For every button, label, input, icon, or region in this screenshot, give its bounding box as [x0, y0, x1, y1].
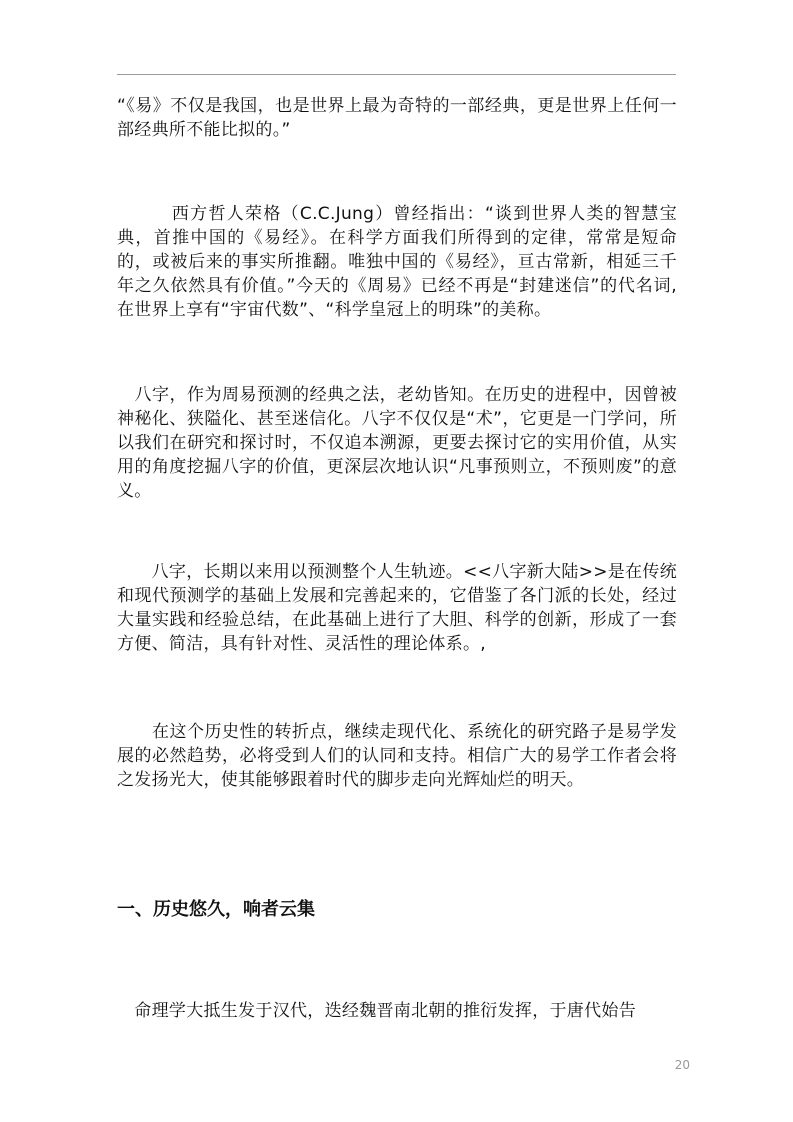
paragraph-jung: 西方哲人荣格（C.C.Jung）曾经指出：“谈到世界人类的智慧宝典，首推中国的《易经》。在科学方面我们所得到的定律，常常是短命的，或被后来的事实所推翻。唯独中国的《易经》，亘古常新，相延三千年之久依然具有价值。”今天的《周易》已经不再是“封建迷信”的代名词,在世界上享有“宇宙代数”、“科学皇冠上的明珠”的美称。: [117, 204, 677, 320]
paragraph-history-start: 命理学大抵生发于汉代，迭经魏晋南北朝的推衍发挥，于唐代始告: [117, 1001, 636, 1021]
paragraph-turning-point: 在这个历史性的转折点，继续走现代化、系统化的研究路子是易学发展的必然趋势，必将受到人们的认同和支持。相信广大的易学工作者会将之发扬光大，使其能够跟着时代的脚步走向光辉灿烂的明天。: [117, 722, 677, 790]
paragraph-bazi-new-continent: 八字，长期以来用以预测整个人生轨迹。<<八字新大陆>>是在传统和现代预测学的基础上发展和完善起来的，它借鉴了各门派的长处，经过大量实践和经验总结，在此基础上进行了大胆、科学的创新，形成了一套方便、简洁，具有针对性、灵活性的理论体系。,: [117, 562, 677, 654]
page-number: 20: [674, 1058, 690, 1072]
section-heading: 一、历史悠久，响者云集: [117, 899, 315, 920]
header-rule: [117, 74, 676, 75]
paragraph-quote: “《易》不仅是我国，也是世界上最为奇特的一部经典，更是世界上任何一部经典所不能比拟的。”: [117, 96, 677, 140]
paragraph-bazi-method: 八字，作为周易预测的经典之法，老幼皆知。在历史的进程中，因曾被神秘化、狭隘化、甚至迷信化。八字不仅仅是“术”，它更是一门学问，所以我们在研究和探讨时，不仅追本溯源，更要去探讨它的实用价值，从实用的角度挖掘八字的价值，更深层次地认识“凡事预则立，不预则废”的意义。: [117, 385, 677, 501]
